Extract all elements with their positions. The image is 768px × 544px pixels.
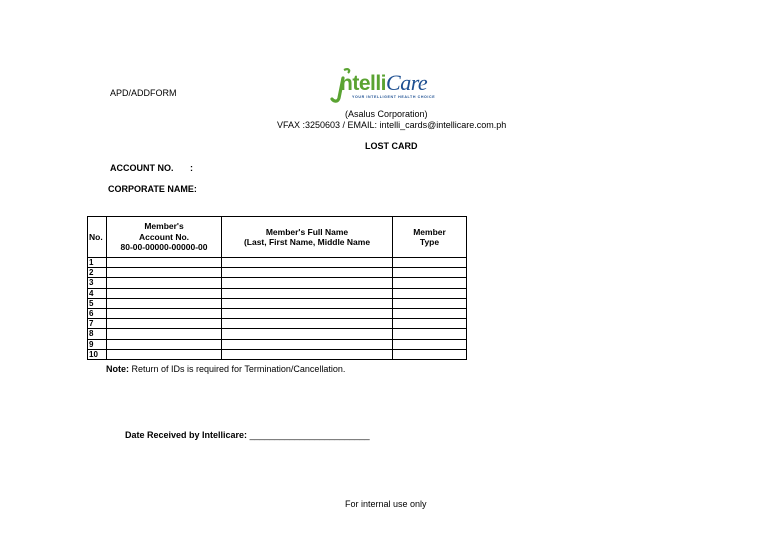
member-type-cell[interactable] xyxy=(393,288,467,298)
account-no-cell[interactable] xyxy=(107,278,222,288)
form-code: APD/ADDFORM xyxy=(110,88,177,98)
full-name-cell[interactable] xyxy=(222,298,393,308)
row-number: 5 xyxy=(88,298,107,308)
parent-company: (Asalus Corporation) xyxy=(345,109,428,119)
row-number: 10 xyxy=(88,349,107,359)
corporate-name-label: CORPORATE NAME: xyxy=(108,184,197,194)
full-name-cell[interactable] xyxy=(222,278,393,288)
account-no-cell[interactable] xyxy=(107,339,222,349)
member-type-cell[interactable] xyxy=(393,308,467,318)
row-number: 6 xyxy=(88,308,107,318)
table-row xyxy=(88,278,467,288)
member-type-cell[interactable] xyxy=(393,278,467,288)
row-number: 4 xyxy=(88,288,107,298)
member-type-cell[interactable] xyxy=(393,349,467,359)
intellicare-logo xyxy=(330,66,442,108)
logo-tagline: YOUR INTELLIGENT HEALTH CHOICE xyxy=(352,95,436,99)
row-number: 8 xyxy=(88,329,107,339)
member-type-cell[interactable] xyxy=(393,339,467,349)
member-type-cell[interactable] xyxy=(393,258,467,268)
account-no-cell[interactable] xyxy=(107,308,222,318)
date-received: Date Received by Intellicare: ________________________ xyxy=(125,430,370,440)
row-number: 2 xyxy=(88,268,107,278)
full-name-cell[interactable] xyxy=(222,329,393,339)
member-type-cell[interactable] xyxy=(393,298,467,308)
full-name-cell[interactable] xyxy=(222,319,393,329)
table-row xyxy=(88,349,467,359)
table-header-row xyxy=(88,217,467,258)
table-row xyxy=(88,319,467,329)
full-name-cell[interactable] xyxy=(222,308,393,318)
header-member-type: Member Type xyxy=(393,217,467,258)
row-number: 1 xyxy=(88,258,107,268)
row-number: 7 xyxy=(88,319,107,329)
full-name-cell[interactable] xyxy=(222,339,393,349)
account-no-label: ACCOUNT NO. xyxy=(110,163,174,173)
note: Note: Return of IDs is required for Termination/Cancellation. xyxy=(106,364,346,374)
account-no-cell[interactable] xyxy=(107,268,222,278)
full-name-cell[interactable] xyxy=(222,288,393,298)
header-no: No. xyxy=(88,217,107,258)
table-row xyxy=(88,329,467,339)
account-no-colon: : xyxy=(190,163,193,173)
table-row xyxy=(88,308,467,318)
member-type-cell[interactable] xyxy=(393,319,467,329)
full-name-cell[interactable] xyxy=(222,268,393,278)
contact-line: VFAX :3250603 / EMAIL: intelli_cards@intellicare.com.ph xyxy=(277,120,507,130)
account-no-cell[interactable] xyxy=(107,298,222,308)
header-full-name: Member's Full Name (Last, First Name, Middle Name xyxy=(222,217,393,258)
form-title: LOST CARD xyxy=(365,141,418,151)
account-no-cell[interactable] xyxy=(107,349,222,359)
full-name-cell[interactable] xyxy=(222,349,393,359)
logo-wordmark: ntelliCare xyxy=(340,70,428,95)
table-row xyxy=(88,298,467,308)
table-row xyxy=(88,268,467,278)
row-number: 9 xyxy=(88,339,107,349)
member-type-cell[interactable] xyxy=(393,268,467,278)
full-name-cell[interactable] xyxy=(222,258,393,268)
table-row xyxy=(88,288,467,298)
member-type-cell[interactable] xyxy=(393,329,467,339)
members-table xyxy=(87,216,467,360)
account-no-cell[interactable] xyxy=(107,329,222,339)
account-no-cell[interactable] xyxy=(107,288,222,298)
row-number: 3 xyxy=(88,278,107,288)
header-account-no: Member's Account No. 80-00-00000-00000-00 xyxy=(107,217,222,258)
footer-text: For internal use only xyxy=(345,499,427,509)
table-row xyxy=(88,339,467,349)
table-row xyxy=(88,258,467,268)
account-no-cell[interactable] xyxy=(107,258,222,268)
account-no-cell[interactable] xyxy=(107,319,222,329)
